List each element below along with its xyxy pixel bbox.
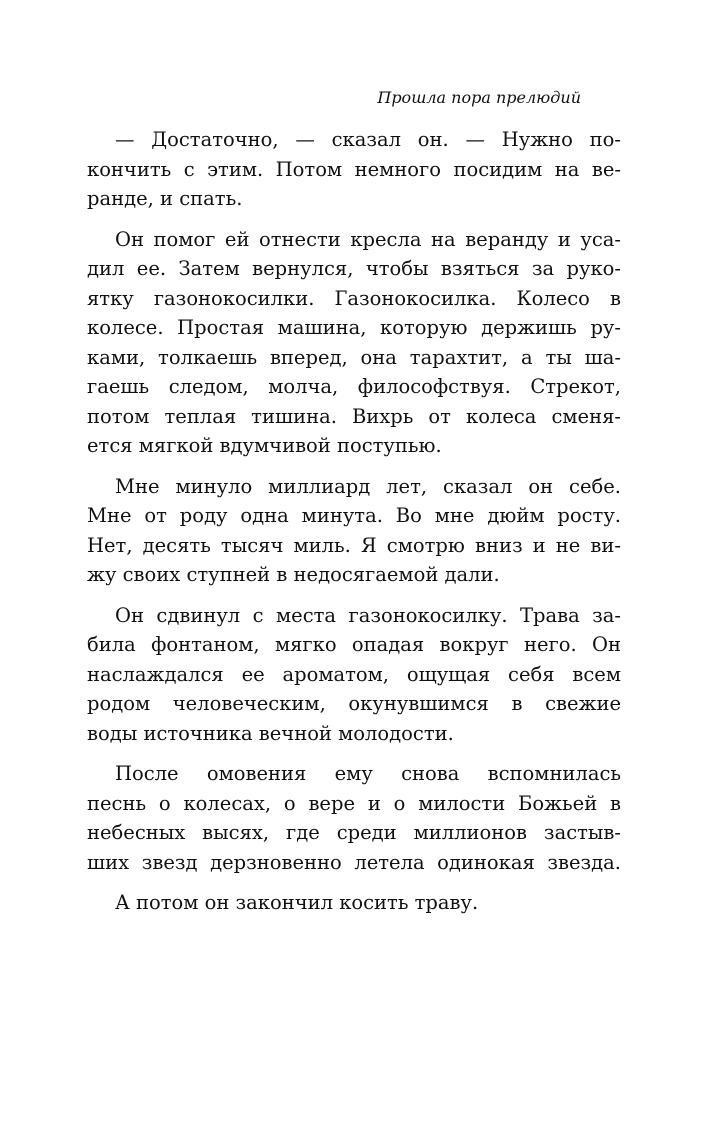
text-line: А потом он закончил косить траву.: [115, 891, 479, 914]
paragraph: [87, 225, 621, 461]
text-line: родом человеческим, окунувшимся в свежие: [87, 692, 621, 715]
text-line: жу своих ступней в недосягаемой дали.: [87, 563, 500, 586]
text-line: наслаждался ее ароматом, ощущая себя всем: [87, 662, 621, 686]
text-line: Он помог ей отнести кресла на веранду и уса-: [115, 227, 621, 251]
text-line: небесных высях, где среди миллионов застыв-: [87, 821, 621, 844]
body-text: [87, 125, 621, 929]
paragraph: [87, 601, 621, 749]
text-line: колесе. Простая машина, которую держишь ру-: [87, 316, 621, 339]
paragraph: [87, 888, 621, 918]
text-line: гаешь следом, молча, философствуя. Стрекот,: [87, 375, 621, 398]
text-line: Мне минуло миллиард лет, сказал он себе.: [115, 474, 621, 498]
text-line: Нет, десять тысяч миль. Я смотрю вниз и не ви-: [87, 533, 621, 557]
text-line: песнь о колесах, о вере и о милости Божьей в: [87, 791, 621, 815]
text-line: ками, толкаешь вперед, она тарахтит, а ты ша-: [87, 345, 621, 369]
text-line: — Достаточно, — сказал он. — Нужно по-: [115, 128, 621, 151]
text-line: воды источника вечной молодости.: [87, 721, 454, 745]
text-line: ется мягкой вдумчивой поступью.: [87, 434, 442, 457]
text-line: ранде, и спать.: [87, 187, 243, 210]
paragraph: [87, 125, 621, 214]
text-line: кончить с этим. Потом немного посидим на ве-: [87, 157, 621, 181]
text-line: дил ее. Затем вернулся, чтобы взяться за руко-: [87, 257, 621, 280]
paragraph: [87, 472, 621, 590]
text-line: После омовения ему снова вспомнилась: [115, 762, 621, 785]
running-head: Прошла пора прелюдий: [377, 88, 581, 107]
text-line: ятку газонокосилки. Газонокосилка. Колесо в: [87, 286, 621, 310]
text-line: била фонтаном, мягко опадая вокруг него. Он: [87, 633, 621, 656]
text-line: потом теплая тишина. Вихрь от колеса сменя-: [87, 404, 621, 428]
paragraph: [87, 759, 621, 877]
text-line: Мне от роду одна минута. Во мне дюйм росту.: [87, 504, 621, 527]
text-line: ших звезд дерзновенно летела одинокая звезда.: [87, 850, 621, 874]
text-line: Он сдвинул с места газонокосилку. Трава за-: [115, 603, 621, 627]
